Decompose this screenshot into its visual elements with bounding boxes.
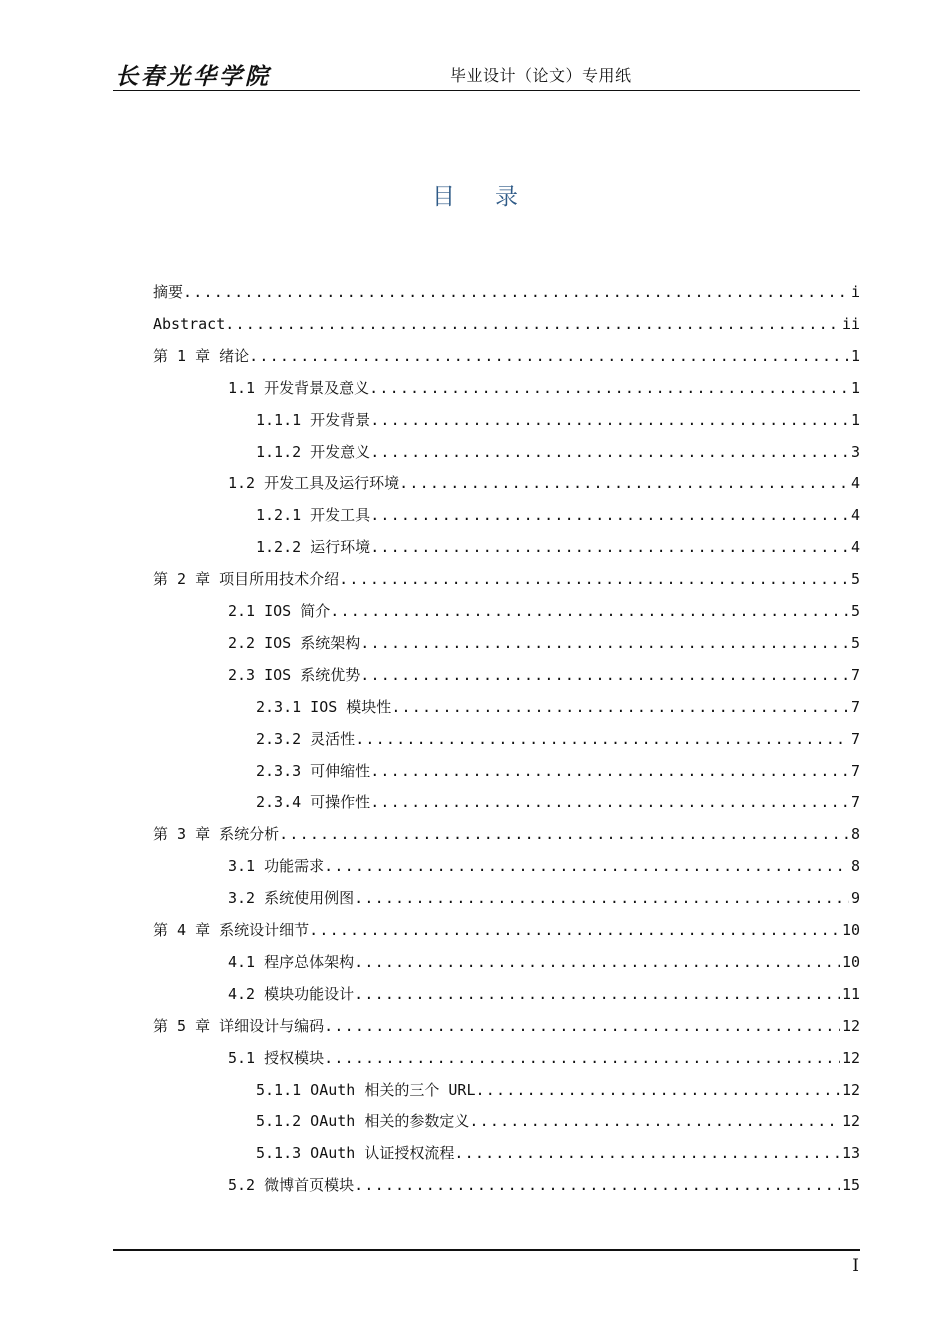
toc-leader-dots [360, 628, 849, 658]
toc-entry-page: 5 [850, 602, 860, 620]
toc-entry-label: 1.1.1 开发背景 [256, 410, 371, 429]
toc-entry-page: 7 [850, 729, 860, 748]
toc-entry[interactable] [256, 405, 860, 435]
toc-leader-dots [354, 947, 840, 977]
toc-entry[interactable] [228, 883, 860, 913]
toc-leader-dots [324, 851, 849, 881]
toc-entry-page: 7 [850, 665, 860, 684]
toc-entry-label: 1.2 开发工具及运行环境 [228, 474, 400, 493]
toc-leader-dots [370, 532, 849, 562]
toc-entry-page: 15 [841, 1176, 860, 1195]
toc-leader-dots [370, 500, 849, 530]
toc-entry[interactable] [256, 532, 860, 562]
toc-entry-page: 5 [850, 633, 860, 652]
toc-entry-page: 9 [850, 889, 860, 908]
toc-entry-label: 5.1.1 OAuth 相关的三个 URL [256, 1080, 476, 1099]
toc-entry-label: 第 1 章 绪论 [153, 346, 250, 365]
toc-leader-dots [324, 1011, 840, 1041]
toc-entry-label: 5.1.3 OAuth 认证授权流程 [256, 1144, 455, 1163]
toc-entry-label: 第 2 章 项目所用技术介绍 [153, 570, 340, 589]
toc-entry[interactable] [256, 437, 860, 467]
toc-leader-dots [476, 1075, 840, 1105]
toc-entry[interactable] [256, 787, 860, 817]
toc-entry[interactable] [228, 947, 860, 977]
toc-leader-dots [354, 979, 840, 1009]
toc-entry-page: 1 [850, 378, 860, 397]
toc-entry-label: 5.2 微博首页模块 [228, 1176, 355, 1195]
toc-entry[interactable] [228, 468, 860, 498]
toc-entry-page: 12 [841, 1048, 860, 1067]
toc-entry-label: 1.2.1 开发工具 [256, 506, 371, 525]
toc-entry[interactable] [153, 1011, 860, 1041]
toc-entry-page: 13 [841, 1144, 860, 1163]
toc-entry-page: 4 [850, 506, 860, 525]
toc-entry-label: Abstract [153, 314, 226, 333]
toc-leader-dots [469, 1106, 840, 1136]
toc-entry-page: 12 [841, 1016, 860, 1035]
toc-leader-dots [354, 1170, 840, 1200]
toc-leader-dots [454, 1138, 840, 1168]
toc-entry-page: 7 [850, 793, 860, 812]
toc-entry-label: 4.2 模块功能设计 [228, 984, 355, 1003]
toc-entry-label: 1.1 开发背景及意义 [228, 378, 370, 397]
school-name: 长春光华学院 [115, 63, 271, 90]
toc-entry-page: ii [841, 314, 860, 333]
toc-entry[interactable] [228, 1043, 860, 1073]
toc-entry-page: 10 [841, 952, 860, 971]
toc-leader-dots [355, 724, 849, 754]
toc-entry-label: 5.1.2 OAuth 相关的参数定义 [256, 1112, 470, 1131]
toc-entry[interactable] [228, 596, 860, 626]
toc-entry[interactable] [153, 564, 860, 594]
toc-entry-label: 3.1 功能需求 [228, 857, 325, 876]
toc-entry-page: 4 [850, 474, 860, 493]
toc-leader-dots [369, 373, 849, 403]
toc-leader-dots [279, 819, 849, 849]
toc-entry-page: i [850, 283, 860, 301]
toc-leader-dots [399, 468, 849, 498]
toc-leader-dots [370, 437, 849, 467]
footer-divider [113, 1249, 860, 1251]
toc-entry-page: 10 [841, 921, 860, 939]
toc-entry-page: 4 [850, 538, 860, 557]
toc-entry[interactable] [256, 1075, 860, 1105]
paper-type: 毕业设计（论文）专用纸 [450, 66, 632, 85]
toc-entry[interactable] [228, 628, 860, 658]
toc-entry-page: 5 [850, 570, 860, 589]
toc-entry-label: 2.3.2 灵活性 [256, 729, 356, 748]
toc-entry[interactable] [228, 851, 860, 881]
toc-entry-label: 2.3.4 可操作性 [256, 793, 371, 812]
toc-entry-page: 8 [850, 857, 860, 876]
toc-entry-label: 2.3 IOS 系统优势 [228, 665, 361, 684]
toc-entry-page: 12 [841, 1112, 860, 1131]
toc-leader-dots [339, 564, 849, 594]
toc-entry[interactable] [228, 979, 860, 1009]
toc-leader-dots [391, 692, 849, 722]
toc-entry-label: 2.1 IOS 简介 [228, 602, 331, 620]
toc-entry-page: 7 [850, 761, 860, 780]
toc-leader-dots [330, 596, 849, 626]
toc-leader-dots [183, 277, 849, 307]
toc-entry[interactable] [153, 341, 860, 371]
toc-entry-page: 3 [850, 442, 860, 461]
page-header [113, 54, 860, 91]
toc-entry[interactable] [256, 692, 860, 722]
toc-title [0, 178, 950, 211]
toc-entry-label: 第 3 章 系统分析 [153, 825, 280, 844]
toc-entry[interactable] [228, 373, 860, 403]
toc-entry[interactable] [228, 1170, 860, 1200]
toc-entry[interactable] [256, 1138, 860, 1168]
toc-entry-label: 1.1.2 开发意义 [256, 442, 371, 461]
toc-entry-page: 12 [841, 1080, 860, 1099]
toc-leader-dots [225, 309, 840, 339]
toc-entry-label: 3.2 系统使用例图 [228, 889, 355, 908]
toc-entry-page: 8 [850, 825, 860, 844]
toc-entry[interactable] [153, 915, 860, 945]
toc-leader-dots [370, 405, 849, 435]
toc-leader-dots [370, 756, 849, 786]
toc-entry-label: 2.3.1 IOS 模块性 [256, 697, 392, 716]
toc-entry-label: 2.3.3 可伸缩性 [256, 761, 371, 780]
toc-entry-page: 7 [850, 697, 860, 716]
toc-title-right: 录 [495, 184, 518, 210]
toc-entry-label: 1.2.2 运行环境 [256, 538, 371, 557]
toc-leader-dots [354, 883, 849, 913]
toc-entry-page: 11 [841, 984, 860, 1003]
toc-leader-dots [324, 1043, 840, 1073]
toc-entry[interactable] [228, 660, 860, 690]
toc-entry[interactable] [256, 756, 860, 786]
toc-leader-dots [309, 915, 840, 945]
toc-entry-page: 1 [850, 410, 860, 429]
page-number: I [852, 1256, 859, 1276]
toc-entry-label: 2.2 IOS 系统架构 [228, 633, 361, 652]
toc-entry-label: 摘要 [153, 283, 184, 301]
toc-entry-page: 1 [850, 346, 860, 365]
toc-leader-dots [370, 787, 849, 817]
toc-entry[interactable] [256, 1106, 860, 1136]
toc-entry-label: 第 5 章 详细设计与编码 [153, 1016, 325, 1035]
toc-title-left: 目 [432, 184, 455, 210]
toc-entry[interactable] [256, 724, 860, 754]
toc-leader-dots [360, 660, 849, 690]
toc-entry-label: 第 4 章 系统设计细节 [153, 921, 310, 939]
toc-entry[interactable] [153, 309, 860, 339]
toc-entry[interactable] [153, 819, 860, 849]
toc-entry[interactable] [153, 277, 860, 307]
toc-leader-dots [249, 341, 849, 371]
toc-entry-label: 4.1 程序总体架构 [228, 952, 355, 971]
toc-entry[interactable] [256, 500, 860, 530]
toc-entry-label: 5.1 授权模块 [228, 1048, 325, 1067]
